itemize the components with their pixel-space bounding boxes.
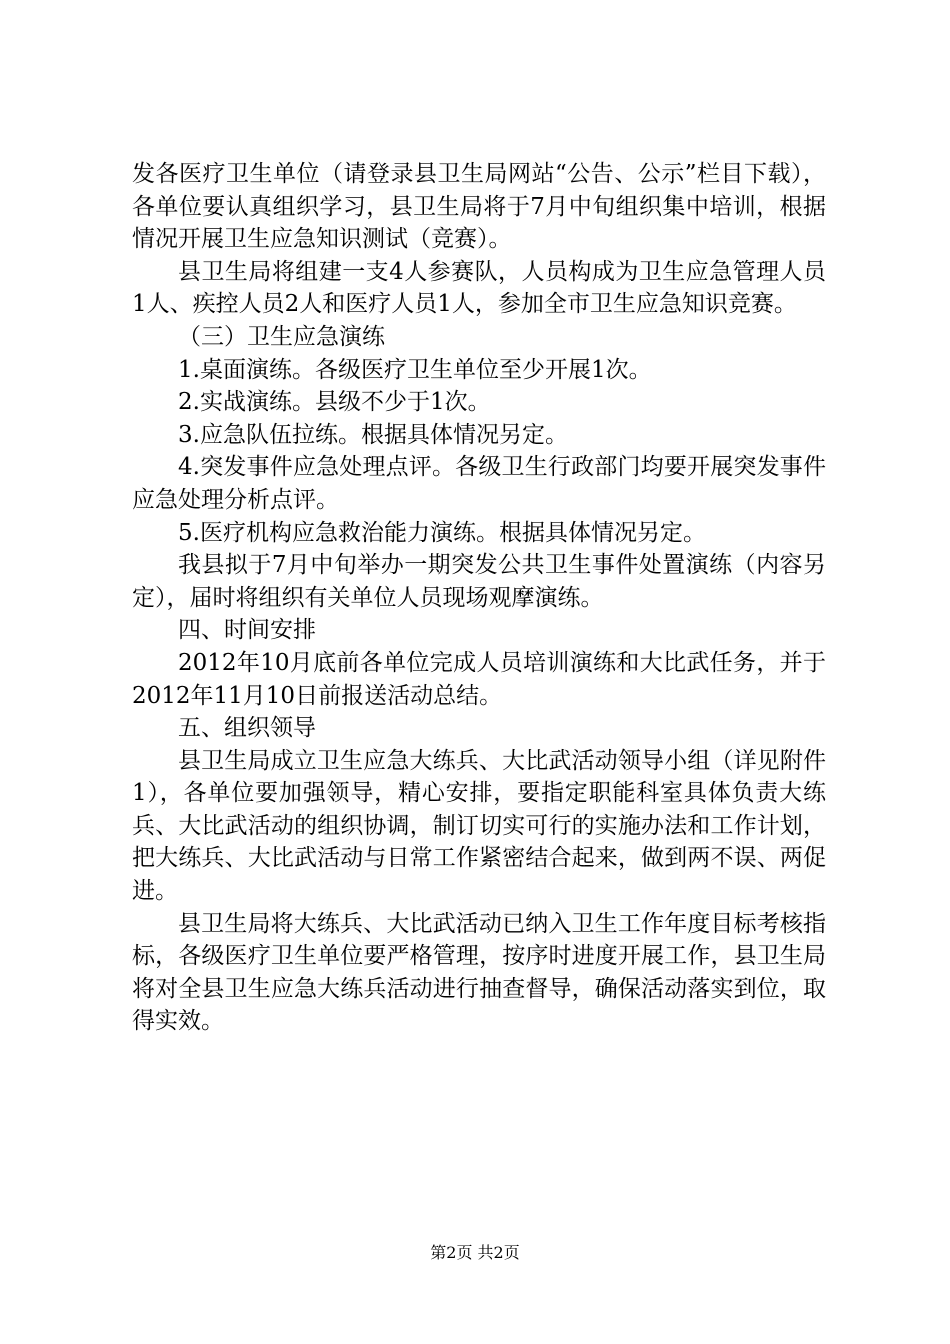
paragraph: 2012年10月底前各单位完成人员培训演练和大比武任务，并于2012年11月10日前报送活动总结。 <box>132 649 826 709</box>
list-item: 2.实战演练。县级不少于1次。 <box>178 389 491 416</box>
document-body <box>132 158 826 1038</box>
list-item: 1.桌面演练。各级医疗卫生单位至少开展1次。 <box>178 356 652 383</box>
page-number: 第2页 共2页 <box>430 1243 520 1262</box>
paragraph: 县卫生局将大练兵、大比武活动已纳入卫生工作年度目标考核指标，各级医疗卫生单位要严格管理，按序时进度开展工作，县卫生局将对全县卫生应急大练兵活动进行抽查督导，确保活动落实到位，取得实效。 <box>132 910 826 1035</box>
paragraph: 发各医疗卫生单位（请登录县卫生局网站“公告、公示”栏目下载），各单位要认真组织学习，县卫生局将于7月中旬组织集中培训，根据情况开展卫生应急知识测试（竞赛）。 <box>132 161 826 253</box>
paragraph: 我县拟于7月中旬举办一期突发公共卫生事件处置演练（内容另定），届时将组织有关单位人员现场观摩演练。 <box>132 552 826 611</box>
section-heading: 五、组织领导 <box>178 715 316 742</box>
paragraph: 县卫生局成立卫生应急大练兵、大比武活动领导小组（详见附件1），各单位要加强领导，精心安排，要指定职能科室具体负责大练兵、大比武活动的组织协调，制订切实可行的实施办法和工作计划，把大练兵、大比武活动与日常工作紧密结合起来，做到两不误、两促进。 <box>132 747 826 905</box>
section-heading: 四、时间安排 <box>178 617 316 644</box>
list-item: 5.医疗机构应急救治能力演练。根据具体情况另定。 <box>178 519 706 546</box>
list-item: 4.突发事件应急处理点评。各级卫生行政部门均要开展突发事件应急处理分析点评。 <box>132 454 826 513</box>
page-footer <box>0 1243 950 1263</box>
paragraph: 县卫生局将组建一支4人参赛队，人员构成为卫生应急管理人员1人、疾控人员2人和医疗人员1人，参加全市卫生应急知识竞赛。 <box>132 258 826 318</box>
list-item: 3.应急队伍拉练。根据具体情况另定。 <box>178 421 568 448</box>
section-heading: （三）卫生应急演练 <box>178 323 385 350</box>
